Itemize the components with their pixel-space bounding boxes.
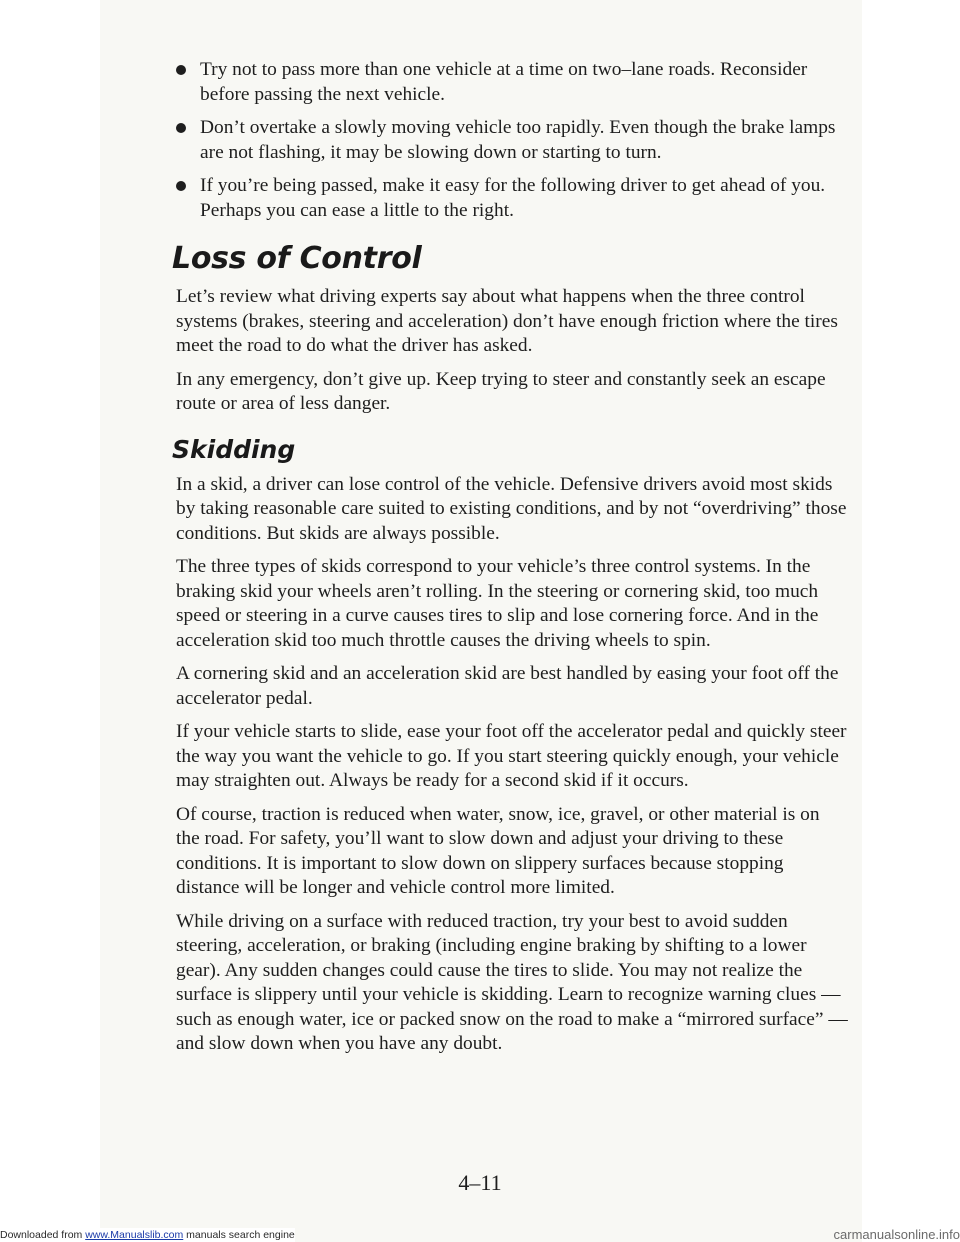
paragraph: The three types of skids correspond to your vehicle’s three control systems. In the braking skid your wheels aren’t rolling. In the steering or cornering skid, too much speed or steering in a curve causes tires to slip and lose cornering force. And in the acceleration skid too much throttle causes the driving wheels to spin.: [176, 556, 819, 651]
page-content: [172, 58, 848, 1066]
bullet-text: Try not to pass more than one vehicle at a time on two–lane roads. Reconsider before passing the next vehicle.: [200, 59, 808, 105]
watermark-text: carmanualsonline.info: [833, 1227, 960, 1242]
loss-of-control-heading: Loss of Control: [172, 241, 422, 276]
paragraph: In a skid, a driver can lose control of the vehicle. Defensive drivers avoid most skids by taking reasonable care suited to existing conditions, and by not “overdriving” those conditions. But skids are always possible.: [176, 473, 847, 544]
paragraph: While driving on a surface with reduced traction, try your best to avoid sudden steering, acceleration, or braking (including engine braking by shifting to a lower gear). Any sudden changes could cause the tires to slide. You may not realize the surface is slippery until your vehicle is skidding. Learn to recognize warning clues — such as enough water, ice or packed snow on the road to make a “mirrored surface” — and slow down when you have any doubt.: [176, 910, 848, 1054]
paragraph: Let’s review what driving experts say about what happens when the three control systems (brakes, steering and acceleration) don’t have enough friction where the tires meet the road to do what the driver has asked.: [176, 286, 838, 356]
paragraph: Of course, traction is reduced when water, snow, ice, gravel, or other material is on the road. For safety, you’ll want to slow down and adjust your driving to these conditions. It is important to slow down on slippery surfaces because stopping distance will be longer and vehicle control more limited.: [176, 803, 820, 898]
bullet-text: If you’re being passed, make it easy for the following driver to get ahead of you. Perhaps you can ease a little to the right.: [200, 175, 826, 221]
bullet-dot-icon: [176, 181, 186, 191]
paragraph: In any emergency, don’t give up. Keep trying to steer and constantly seek an escape route or area of less danger.: [176, 368, 826, 414]
download-footer: [0, 1228, 295, 1242]
bullet-item: [200, 174, 848, 223]
paragraph: A cornering skid and an acceleration skid are best handled by easing your foot off the accelerator pedal.: [176, 663, 839, 709]
page-number: 4–11: [458, 1170, 502, 1195]
bullet-dot-icon: [176, 65, 186, 75]
skidding-heading: Skidding: [172, 434, 296, 464]
footer-suffix: manuals search engine: [183, 1229, 295, 1241]
bullet-list: [200, 58, 848, 223]
manualslib-link[interactable]: www.Manualslib.com: [85, 1229, 184, 1241]
paragraph: If your vehicle starts to slide, ease your foot off the accelerator pedal and quickly steer the way you want the vehicle to go. If you start steering quickly enough, your vehicle may straighten out. Always be ready for a second skid if it occurs.: [176, 721, 847, 791]
footer-prefix: Downloaded from: [0, 1229, 86, 1241]
bullet-item: [200, 116, 848, 165]
bullet-text: Don’t overtake a slowly moving vehicle too rapidly. Even though the brake lamps are not flashing, it may be slowing down or starting to turn.: [200, 117, 836, 163]
bullet-item: [200, 58, 848, 107]
bullet-dot-icon: [176, 123, 186, 133]
